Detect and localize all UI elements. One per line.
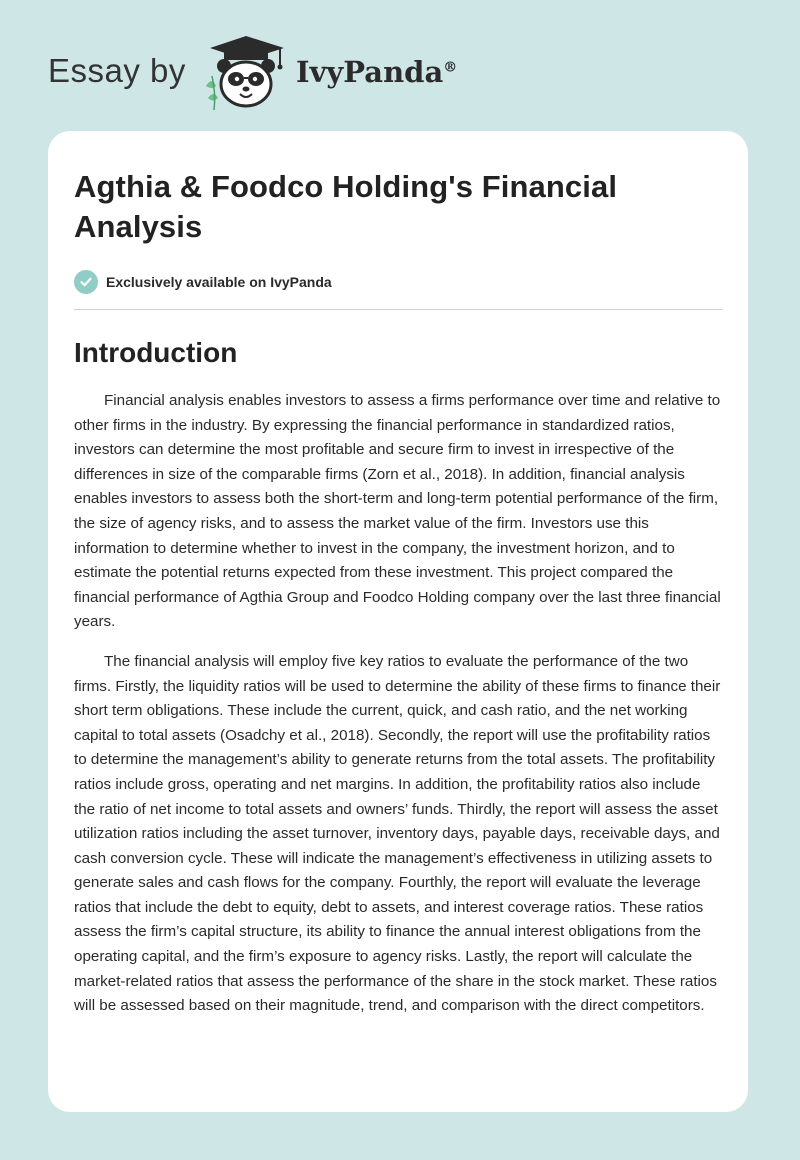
essay-by-label: Essay by xyxy=(48,52,186,89)
site-header xyxy=(0,0,800,130)
check-icon xyxy=(74,270,98,294)
ivypanda-logo-icon[interactable] xyxy=(200,32,292,112)
title-divider xyxy=(74,309,722,310)
essay-title: Agthia & Foodco Holding's Financial Analysis xyxy=(74,169,618,244)
brand-name-text: IvyPanda xyxy=(296,55,444,89)
paragraph-1: Financial analysis enables investors to assess a firms performance over time and relative to other firms in the industry. By expressing the financial performance in standardized ratios, investors can determine the most profitable and secure firm to invest in irrespective of the differences in size of the comparable firms (Zorn et al., 2018). In addition, financial analysis enables investors to assess both the short-term and long-term potential performance of the firm, the size of agency risks, and to assess the market value of the firm. Investors use this information to determine whether to invest in the company, the investment horizon, and to estimate the potential returns expected from these investment. This project compared the financial performance of Agthia Group and Foodco Holding company over the last three financial years. xyxy=(74,392,721,631)
registered-mark: ® xyxy=(443,59,458,76)
exclusive-label: Exclusively available on IvyPanda xyxy=(106,274,332,290)
paragraph-2: The financial analysis will employ five key ratios to evaluate the performance of the two firms. Firstly, the liquidity ratios will be used to determine the ability of these firms to finance their short term obligations. These include the current, quick, and cash ratio, and the net working capital to total assets (Osadchy et al., 2018). Secondly, the report will use the profitability ratios to determine the management’s ability to generate returns from the total assets. The profitability ratios include gross, operating and net margins. In addition, the profitability ratios also include the ratio of net income to total assets and owners’ funds. Thirdly, the report will assess the asset utilization ratios including the asset turnover, inventory days, payable days, receivable days, and cash conversion cycle. These will indicate the management’s effectiveness in utilizing assets to generate sales and cash flows for the company. Fourthly, the report will evaluate the leverage ratios that include the debt to equity, debt to assets, and interest coverage ratios. These ratios assess the firm’s capital structure, its ability to finance the annual interest obligations from the operating capital, and the firm’s exposure to agency risks. Lastly, the report will calculate the market-related ratios that assess the performance of the share in the stock market. These ratios will be assessed based on their magnitude, trend, and comparison with the direct competitors. xyxy=(74,652,721,1015)
exclusive-badge xyxy=(74,269,722,295)
section-heading: Introduction xyxy=(74,337,238,368)
essay-card xyxy=(48,131,748,1112)
brand-name[interactable] xyxy=(296,55,457,89)
